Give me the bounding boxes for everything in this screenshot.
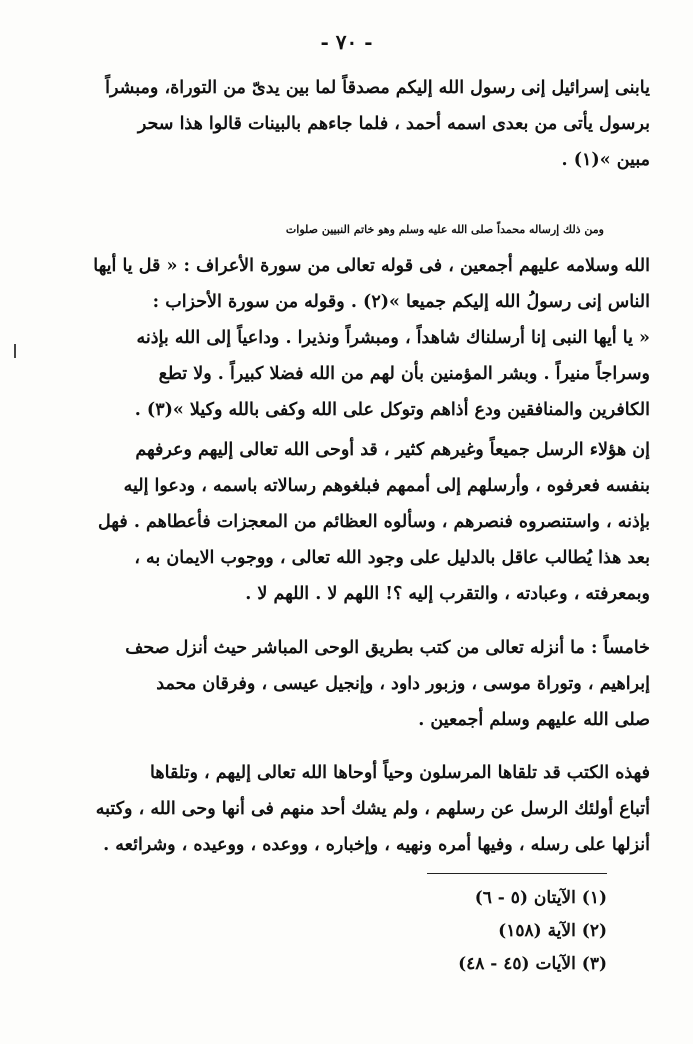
paragraph-1 xyxy=(50,70,650,178)
text-line: الناس إنى رسولُ الله إليكم جميعا »(٢) . وقوله من سورة الأحزاب : xyxy=(152,292,650,312)
text-line: الكافرين والمنافقين ودع أذاهم وتوكل على الله وكفى بالله وكيلا »(٣) . xyxy=(134,400,650,420)
text-line: إبراهيم ، وتوراة موسى ، وزبور داود ، وإنجيل عيسى ، وفرقان محمد xyxy=(156,674,650,694)
text-line: صلى الله عليهم وسلم أجمعين . xyxy=(418,710,650,730)
text-line: خامساً : ما أنزله تعالى من كتب بطريق الوحى المباشر حيث أنزل صحف xyxy=(125,638,650,658)
text-line: بعد هذا يُطالب عاقل بالدليل على وجود الله تعالى ، ووجوب الايمان به ، xyxy=(134,548,650,568)
text-line: وبمعرفته ، وعبادته ، والتقرب إليه ؟! اللهم لا . اللهم لا . xyxy=(245,584,650,604)
paragraph-5 xyxy=(50,755,650,863)
text-line: وسراجاً منيراً . وبشر المؤمنين بأن لهم من الله فضلا كبيراً . ولا تطع xyxy=(158,364,650,384)
text-line: فهذه الكتب قد تلقاها المرسلون وحياً أوحاها الله تعالى إليهم ، وتلقاها xyxy=(150,763,650,783)
footnote: (٣) الآيات (٤٥ - ٤٨) xyxy=(458,954,607,974)
margin-mark xyxy=(14,344,16,358)
text-line: « يا أيها النبى إنا أرسلناك شاهداً ، ومبشراً ونذيرا . وداعياً إلى الله بإذنه xyxy=(136,328,650,348)
footnote-divider xyxy=(427,873,607,874)
text-line: أتباع أولئك الرسل عن رسلهم ، ولم يشك أحد منهم فى أنها وحى الله ، وكتبه xyxy=(95,799,650,819)
text-line: بإذنه ، واستنصروه فنصرهم ، وسألوه العظائم من المعجزات فأعطاهم . فهل xyxy=(98,512,650,532)
page-number: - ٧٠ - xyxy=(320,30,373,54)
text-line: ومن ذلك إرساله محمداً صلى الله عليه وسلم وهو خاتم النبيين صلوات xyxy=(285,223,604,236)
text-line: الله وسلامه عليهم أجمعين ، فى قوله تعالى من سورة الأعراف : « قل يا أيها xyxy=(93,256,650,276)
text-line: مبين »(١) . xyxy=(561,150,650,170)
footnote: (١) الآيتان (٥ - ٦) xyxy=(474,888,607,908)
footnotes xyxy=(458,882,607,981)
footnote: (٢) الآية (١٥٨) xyxy=(498,921,607,941)
text-line: إن هؤلاء الرسل جميعاً وغيرهم كثير ، قد أوحى الله تعالى إليهم وعرفهم xyxy=(135,440,650,460)
paragraph-3 xyxy=(50,432,650,612)
paragraph-2 xyxy=(50,212,650,428)
paragraph-4 xyxy=(50,630,650,738)
text-line: يابنى إسرائيل إنى رسول الله إليكم مصدقاً لما بين يدىّ من التوراة، ومبشراً xyxy=(105,78,650,98)
text-line: بنفسه فعرفوه ، وأرسلهم إلى أممهم فبلغوهم رسالاته باسمه ، ودعوا إليه xyxy=(123,476,650,496)
text-line: برسول يأتى من بعدى اسمه أحمد ، فلما جاءهم بالبينات قالوا هذا سحر xyxy=(137,114,650,134)
text-line: أنزلها على رسله ، وفيها أمره ونهيه ، وإخباره ، ووعده ، ووعيده ، وشرائعه . xyxy=(103,835,650,855)
